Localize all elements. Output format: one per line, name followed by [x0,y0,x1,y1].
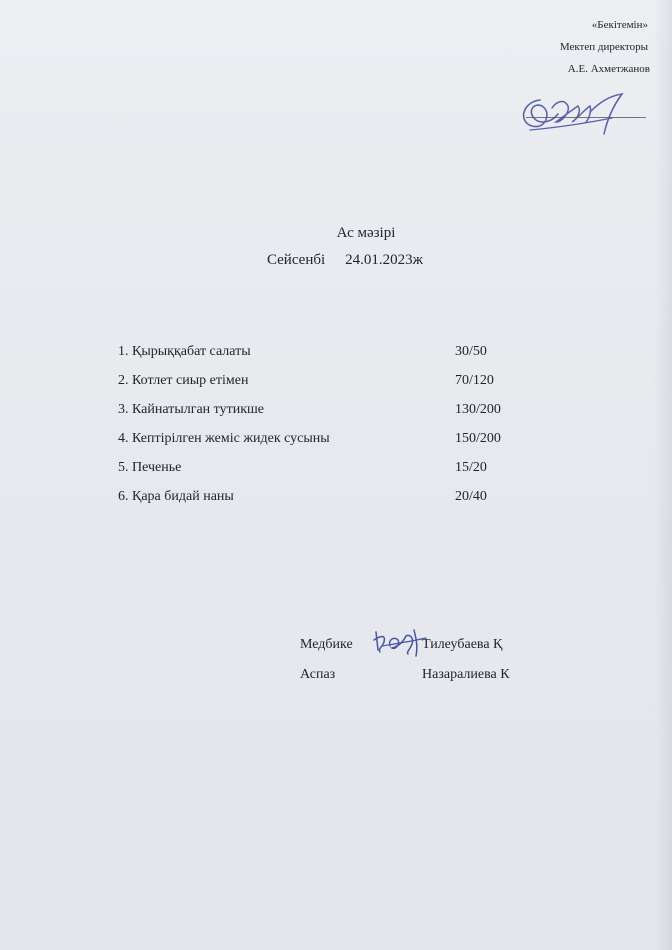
menu-item-name: 1. Қырыққабат салаты [118,344,251,359]
menu-item-name: 5. Печенье [118,460,182,475]
menu-item-portion: 130/200 [455,402,501,417]
menu-header [0,225,672,269]
cook-row [300,666,560,696]
medic-name: Тилеубаева Қ [422,637,503,652]
menu-list [118,342,538,516]
page-edge-shadow [654,0,672,950]
menu-item-portion: 15/20 [455,460,487,475]
date-line [18,252,672,269]
director-name: А.Е. Ахметжанов [567,63,650,75]
menu-item-portion: 20/40 [455,489,487,504]
menu-item-name: 2. Котлет сиыр етімен [118,373,249,388]
date-label: 24.01.2023ж [345,252,424,268]
menu-item-name: 3. Кайнатылган тутикше [118,402,265,417]
menu-item [118,342,538,371]
medic-signature [370,624,432,658]
weekday-label: Сейсенбі [266,252,326,268]
page-title: Ас мәзірі [336,225,396,241]
approval-block [468,20,648,86]
menu-item [118,458,538,487]
director-signature [512,82,642,152]
menu-item [118,429,538,458]
menu-item-portion: 150/200 [455,431,501,446]
menu-item [118,400,538,429]
approval-stamp: «Бекітемін» [591,19,648,31]
menu-item [118,371,538,400]
menu-item-portion: 70/120 [455,373,494,388]
menu-item [118,487,538,516]
cook-name: Назаралиева К [422,667,510,682]
cook-role: Аспаз [300,667,336,682]
menu-item-portion: 30/50 [455,344,487,359]
menu-item-name: 4. Кептірілген жеміс жидек сусыны [118,431,330,446]
menu-item-name: 6. Қара бидай наны [118,489,234,504]
medic-role: Медбике [300,637,353,652]
director-position: Мектеп директоры [559,41,648,53]
